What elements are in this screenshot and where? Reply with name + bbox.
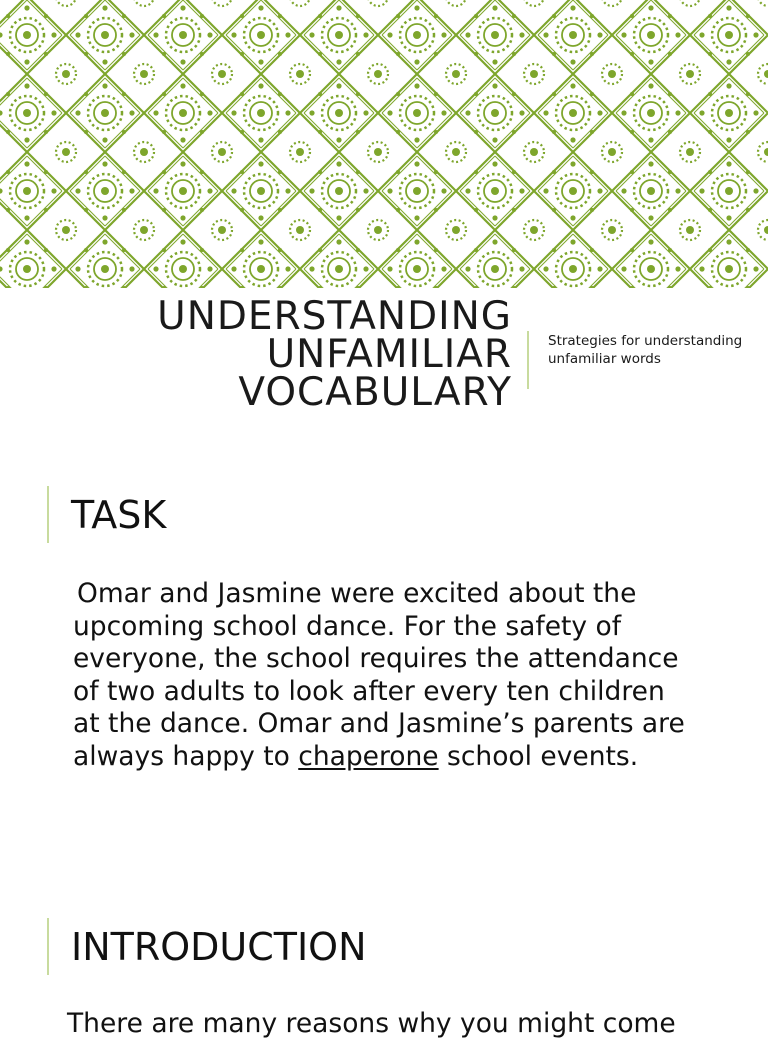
task-heading: TASK xyxy=(71,493,167,537)
introduction-text: There are many reasons why you might come xyxy=(67,1008,676,1039)
introduction-heading: INTRODUCTION xyxy=(71,925,367,969)
title-line-3: VOCABULARY xyxy=(238,370,512,415)
presentation-subtitle: Strategies for understanding unfamiliar words xyxy=(548,333,743,367)
decorative-pattern-banner xyxy=(0,0,768,288)
title-line-1: UNDERSTANDING xyxy=(157,294,512,339)
underlined-word: chaperone xyxy=(298,740,439,772)
pattern-graphic xyxy=(0,0,768,288)
task-paragraph xyxy=(73,578,693,773)
task-accent-bar xyxy=(47,486,49,543)
introduction-accent-bar xyxy=(47,918,49,975)
task-text-after: school events. xyxy=(438,740,639,772)
title-line-2: UNFAMILIAR xyxy=(266,332,512,377)
task-text-before: Omar and Jasmine were excited about the upcoming school dance. For the safety of everyone, the school requires the attendance of two adults to look after every ten children at the dance. Omar and Jasmine’s parents are always happy to xyxy=(73,578,685,772)
presentation-title xyxy=(0,294,512,415)
title-divider xyxy=(527,331,529,389)
